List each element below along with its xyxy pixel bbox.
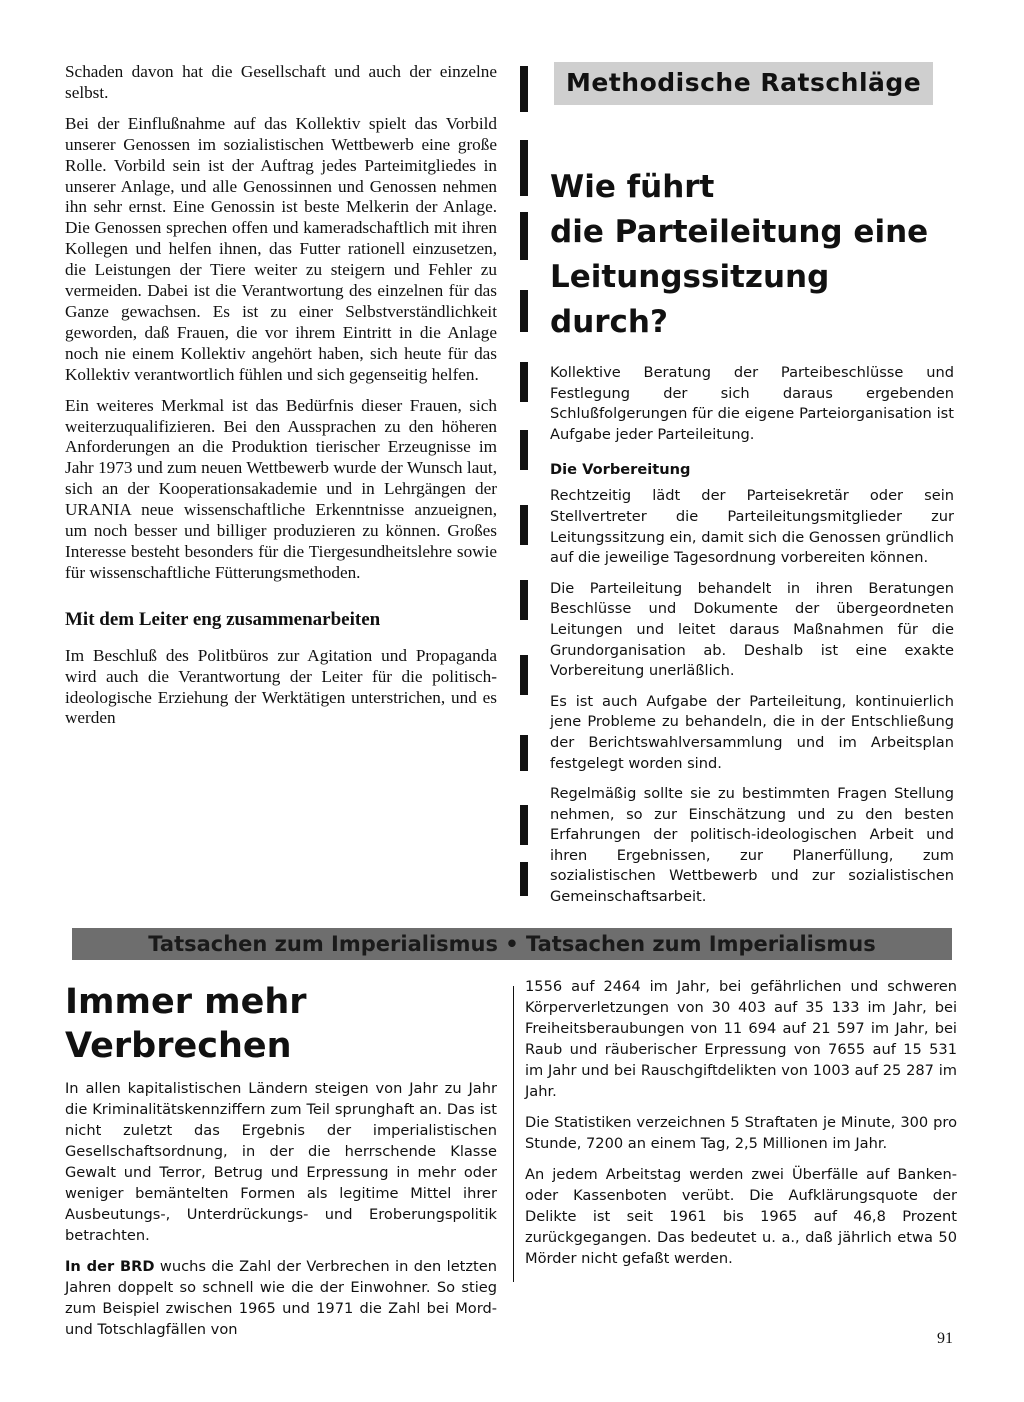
crime-article-title: Immer mehr Verbrechen xyxy=(65,982,307,1066)
right-paragraph-4: Regelmäßig sollte sie zu bestimmten Fragen Stellung nehmen, so zur Einschätzung und zu den besten Erfahrungen der politisch-ideologischen Arbeit und ihren Ergebnissen, zur Planerfüllung, zum sozialistischen Wettbewerb und zur sozialistischen Gemeinschaftsarbeit. xyxy=(550,785,954,906)
intro-paragraph: Kollektive Beratung der Parteibeschlüsse und Festlegung der sich daraus ergebenden Schlußfolgerungen für die eigene Parteiorganisation ist Aufgabe jeder Parteileitung. xyxy=(550,364,954,443)
margin-bar xyxy=(520,862,528,896)
column-divider xyxy=(513,986,514,1282)
right-paragraph-3: Es ist auch Aufgabe der Parteileitung, kontinuierlich jene Probleme zu behandeln, die in der Entschließung der Berichtswahlversammlung und im Arbeitsplan festgelegt worden sind. xyxy=(550,692,954,772)
margin-bar xyxy=(520,290,528,332)
bottom-left-column xyxy=(65,980,497,1350)
title-line-2: die Parteileitung eine xyxy=(550,214,929,250)
crime-paragraph-2-lead: In der BRD xyxy=(65,1258,155,1275)
left-column xyxy=(65,62,497,739)
crime-paragraph-2-text: wuchs die Zahl der Verbrechen in den letzten Jahren doppelt so schnell wie die der Einwohner. So stieg zum Beispiel zwischen 1965 und 1971 die Zahl bei Mord- und Totschlagfällen von xyxy=(65,1258,497,1338)
left-paragraph-1: Schaden davon hat die Gesellschaft und auch der einzelne selbst. xyxy=(65,62,497,102)
margin-bar xyxy=(520,66,528,112)
margin-bar xyxy=(520,805,528,845)
crime-paragraph-3: 1556 auf 2464 im Jahr, bei gefährlichen und schweren Körperverletzungen von 30 403 auf 35 133 im Jahr, bei Freiheitsberaubungen von 11 694 auf 21 597 im Jahr, bei Raub und räuberischer Erpressung von 7655 auf 15 531 im Jahr und bei Rauschgiftdelikten von 1003 auf 25 287 im Jahr. xyxy=(525,978,957,1100)
margin-bar xyxy=(520,362,528,402)
margin-bar xyxy=(520,430,528,470)
article-title xyxy=(550,165,954,345)
left-section-heading: Mit dem Leiter eng zusammenarbeiten xyxy=(65,608,381,630)
margin-bar xyxy=(520,735,528,771)
bottom-right-column xyxy=(525,976,957,1279)
title-line-3: Leitungssitzung durch? xyxy=(550,259,830,340)
left-paragraph-4: Im Beschluß des Politbüros zur Agitation und Propaganda wird auch die Verantwortung der Leiter für die politisch-ideologische Erziehung der Werktätigen unterstrichen, und es werden xyxy=(65,645,497,728)
title-line-1: Wie führt xyxy=(550,169,715,205)
right-column xyxy=(550,62,954,918)
crime-paragraph-5: An jedem Arbeitstag werden zwei Überfälle auf Banken- oder Kassenboten verübt. Die Aufklärungsquote der Delikte ist seit 1961 bis 1965 auf 46,8 Prozent zurückgegangen. Das bedeutet u. a., daß jährlich etwa 50 Mörder nicht gefaßt werden. xyxy=(525,1166,957,1267)
left-paragraph-3: Ein weiteres Merkmal ist das Bedürfnis dieser Frauen, sich weiterzuqualifizieren. Bei den Aussprachen zu den höheren Anforderungen an die Produktion tierischer Erzeugnisse im Jahr 1973 und zum neuen Wettbewerb wurde der Wunsch laut, sich an der Kooperationsakademie und in Lehrgängen der URANIA neue wissenschaftliche Erkenntnisse anzueignen, um noch besser und billiger produzieren zu können. Großes Interesse besteht besonders für die Tiergesundheitslehre sowie für wissenschaftliche Fütterungsmethoden. xyxy=(65,395,497,582)
page-number: 91 xyxy=(937,1330,953,1347)
right-paragraph-2: Die Parteileitung behandelt in ihren Beratungen Beschlüsse und Dokumente der übergeordneten Leitungen und leitet daraus Maßnahmen für die Grundorganisation ab. Deshalb ist eine exakte Vorbereitung unerläßlich. xyxy=(550,579,954,680)
left-paragraph-2: Bei der Einflußnahme auf das Kollektiv spielt das Vorbild unserer Genossen im sozialistischen Wettbewerb eine große Rolle. Vorbild sein ist der Auftrag jedes Parteimitgliedes in unserer Anlage, und alle Genossinnen und Genossen nehmen ihn sehr ernst. Eine Genossin ist beste Melkerin der Anlage. Die Genossen sprechen offen und kameradschaftlich mit ihren Kollegen und helfen ihnen, das Futter rationell einzusetzen, die Leistungen der Tiere weiter zu steigern und Fehler zu vermeiden. Dabei ist die Verantwortung des einzelnen für das Ganze gewachsen. Es ist zu einer Selbstverständlichkeit geworden, daß Frauen, die vor ihrem Eintritt in die Anlage noch nie einem Kollektiv angehört haben, sich heute für das Kollektiv verantwortlich fühlen und sich gegenseitig helfen. xyxy=(65,113,497,384)
tatsachen-banner: Tatsachen zum Imperialismus • Tatsachen zum Imperialismus xyxy=(72,928,952,960)
margin-bar xyxy=(520,140,528,196)
methodische-banner: Methodische Ratschläge xyxy=(554,62,933,105)
margin-bar xyxy=(520,580,528,620)
margin-bar xyxy=(520,505,528,545)
crime-paragraph-4: Die Statistiken verzeichnen 5 Straftaten je Minute, 300 pro Stunde, 7200 an einem Tag, 2,5 Millionen im Jahr. xyxy=(525,1114,957,1152)
crime-paragraph-1: In allen kapitalistischen Ländern steigen von Jahr zu Jahr die Kriminalitätskennziffern zum Teil sprunghaft an. Das ist nicht zuletzt das Ergebnis der imperialistischen Gesellschaftsordnung, in der die herrschende Klasse Gewalt und Terror, Betrug und Erpressung in mehr oder weniger bemäntelten Formen als legitime Mittel ihrer Ausbeutungs-, Unterdrückungs- und Eroberungspolitik betrachten. xyxy=(65,1080,497,1244)
right-paragraph-1: Rechtzeitig lädt der Parteisekretär oder sein Stellvertreter die Parteileitungsmitglieder zur Leitungssitzung ein, damit sich die Genossen gründlich auf die jeweilige Tagesordnung vorbereiten können. xyxy=(550,487,954,567)
margin-bar xyxy=(520,212,528,260)
margin-bar xyxy=(520,655,528,695)
subheading-vorbereitung: Die Vorbereitung xyxy=(550,461,691,479)
crime-paragraph-2 xyxy=(65,1256,497,1340)
